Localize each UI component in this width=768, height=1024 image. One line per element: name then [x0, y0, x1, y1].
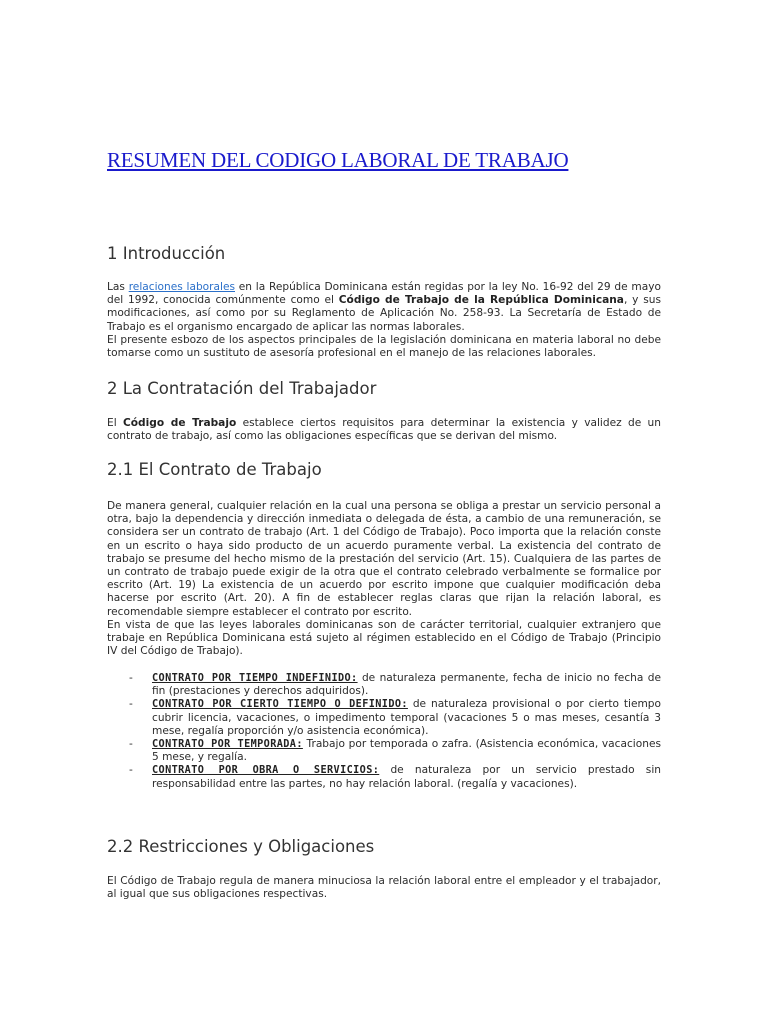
list-item	[107, 698, 661, 738]
paragraph-contrato-de-trabajo-2: En vista de que las leyes laborales dominicanas son de carácter territorial, cualquier extranjero que trabaje en República Dominicana está sujeto al régimen establecido en el Código de Trabajo (Principio IV del Código de Trabajo).	[107, 619, 661, 658]
bold-text: Código de Trabajo	[122, 417, 237, 429]
document-title: RESUMEN DEL CODIGO LABORAL DE TRABAJO	[107, 148, 569, 172]
contract-type: CONTRATO POR TIEMPO INDEFINIDO:	[152, 673, 358, 684]
bold-text: Código de Trabajo de la República Dominicana	[338, 294, 624, 307]
paragraph-introduccion-2: El presente esbozo de los aspectos principales de la legislación dominicana en materia laboral no debe tomarse como un sustituto de asesoría profesional en el manejo de las relaciones laborales.	[107, 334, 661, 360]
paragraph-introduccion	[107, 281, 661, 334]
contract-description: de naturaleza provisional o por cierto tiempo cubrir licencia, vacaciones, o impedimento temporal (vacaciones 5 o mas meses, cesantía 3 mese, regalía proporción y/o asistencia económica).	[152, 698, 661, 737]
heading-contratacion: 2 La Contratación del Trabajador	[107, 379, 377, 398]
text: Las	[107, 281, 129, 293]
list-dash: -	[129, 738, 133, 751]
paragraph-contratacion	[107, 417, 661, 443]
heading-restricciones: 2.2 Restricciones y Obligaciones	[107, 837, 375, 856]
contract-types-list	[107, 672, 661, 791]
text: en la República Dominicana están regidas por la ley No. 16-92 del 29 de mayo del 1992, conocida comúnmente como el	[107, 281, 661, 307]
paragraph-contrato-de-trabajo: De manera general, cualquier relación en la cual una persona se obliga a prestar un servicio personal a otra, bajo la dependencia y dirección inmediata o delegada de ésta, a cambio de una remuneración, se considera ser un contrato de trabajo (Art. 1 del Código de Trabajo). Poco importa que la relación conste en un escrito o haya sido producto de un acuerdo puramente verbal. La existencia del contrato de trabajo se presume del hecho mismo de la prestación del servicio (Art. 15). Cualquiera de las partes de un contrato de trabajo puede exigir de la otra que el contrato celebrado verbalmente se formalice por escrito (Art. 19) La existencia de un acuerdo por escrito impone que cualquier modificación deba hacerse por escrito (Art. 20). A fin de establecer reglas claras que rijan la relación laboral, es recomendable siempre establecer el contrato por escrito.	[107, 500, 661, 618]
contract-description: de naturaleza permanente, fecha de inicio no fecha de fin (prestaciones y derechos adquiridos).	[152, 672, 661, 698]
text: El	[107, 417, 123, 429]
list-dash: -	[129, 672, 133, 684]
paragraph-restricciones: El Código de Trabajo regula de manera minuciosa la relación laboral entre el empleador y el trabajador, al igual que sus obligaciones respectivas.	[107, 875, 661, 901]
text: establece ciertos requisitos para determinar la existencia y validez de un contrato de trabajo, así como las obligaciones específicas que se derivan del mismo.	[107, 417, 661, 443]
contract-type: CONTRATO POR TEMPORADA:	[152, 739, 303, 751]
heading-contrato-de-trabajo: 2.1 El Contrato de Trabajo	[107, 460, 322, 479]
heading-introduccion: 1 Introducción	[107, 244, 226, 263]
link-relaciones-laborales[interactable]: relaciones laborales	[128, 281, 235, 293]
contract-type: CONTRATO POR OBRA O SERVICIOS:	[152, 765, 380, 777]
list-item	[107, 764, 661, 790]
list-dash: -	[129, 698, 133, 711]
list-item	[107, 672, 661, 698]
contract-description: Trabajo por temporada o zafra. (Asistencia económica, vacaciones 5 mese, y regalía.	[152, 738, 661, 764]
text: , y sus modificaciones, así como por su Reglamento de Aplicación No. 258-93. La Secretaría de Estado de Trabajo es el organismo encargado de aplicar las normas laborales.	[107, 294, 661, 333]
list-dash: -	[129, 764, 133, 777]
contract-type: CONTRATO POR CIERTO TIEMPO O DEFINIDO:	[152, 699, 408, 711]
contract-description: de naturaleza por un servicio prestado sin responsabilidad entre las partes, no hay relación laboral. (regalía y vacaciones).	[152, 764, 661, 790]
list-item	[107, 738, 661, 764]
